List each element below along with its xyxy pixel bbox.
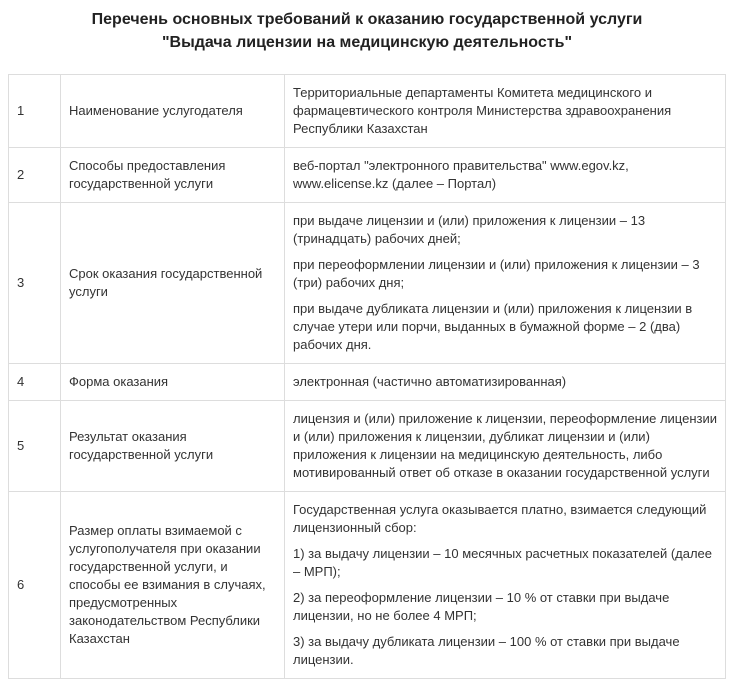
row-number: 6 — [9, 492, 61, 679]
value-paragraph: 3) за выдачу дубликата лицензии – 100 % от ставки при выдаче лицензии. — [293, 634, 680, 667]
value-paragraph: Территориальные департаменты Комитета медицинского и фармацевтического контроля Министерства здравоохранения Республики Казахстан — [293, 85, 672, 136]
row-number: 1 — [9, 75, 61, 148]
value-paragraph: электронная (частично автоматизированная) — [293, 374, 567, 389]
requirements-table — [8, 74, 726, 679]
row-value — [285, 75, 726, 148]
row-number: 5 — [9, 401, 61, 492]
row-value — [285, 364, 726, 401]
row-number: 2 — [9, 148, 61, 203]
row-value — [285, 148, 726, 203]
table-row — [9, 75, 726, 148]
value-paragraph: при переоформлении лицензии и (или) приложения к лицензии – 3 (три) рабочих дня; — [293, 257, 700, 290]
table-row — [9, 148, 726, 203]
row-label: Результат оказания государственной услуги — [61, 401, 285, 492]
value-paragraph: лицензия и (или) приложение к лицензии, переоформление лицензии и (или) приложения к лицензии, дубликат лицензии и (или) приложения к лицензии на медицинскую деятельность, либо мотивированный ответ об отказе в оказании государственной услуги — [293, 411, 717, 480]
value-paragraph: Государственная услуга оказывается платно, взимается следующий лицензионный сбор: — [293, 502, 707, 535]
table-row — [9, 492, 726, 679]
title-line-1: Перечень основных требований к оказанию государственной услуги — [91, 11, 643, 28]
row-number: 3 — [9, 203, 61, 364]
row-label: Размер оплаты взимаемой с услугополучателя при оказании государственной услуги, и способы ее взимания в случаях, предусмотренных законодательством Республики Казахстан — [61, 492, 285, 679]
table-row — [9, 401, 726, 492]
row-label: Форма оказания — [61, 364, 285, 401]
table-row — [9, 364, 726, 401]
value-paragraph: 1) за выдачу лицензии – 10 месячных расчетных показателей (далее – МРП); — [293, 546, 713, 579]
row-label: Способы предоставления государственной услуги — [61, 148, 285, 203]
row-value — [285, 492, 726, 679]
row-number: 4 — [9, 364, 61, 401]
value-paragraph: при выдаче дубликата лицензии и (или) приложения к лицензии в случае утери или порчи, выданных в бумажной форме – 2 (два) рабочих дня. — [293, 301, 693, 352]
page-title — [0, 8, 734, 54]
value-paragraph: 2) за переоформление лицензии – 10 % от ставки при выдаче лицензии, но не более 4 МРП; — [293, 590, 670, 623]
title-line-2: "Выдача лицензии на медицинскую деятельность" — [161, 34, 573, 51]
row-label: Срок оказания государственной услуги — [61, 203, 285, 364]
value-paragraph: при выдаче лицензии и (или) приложения к лицензии – 13 (тринадцать) рабочих дней; — [293, 213, 646, 246]
row-value — [285, 203, 726, 364]
value-paragraph: веб-портал "электронного правительства" www.egov.kz, www.elicense.kz (далее – Портал) — [293, 158, 629, 191]
table-row — [9, 203, 726, 364]
row-label: Наименование услугодателя — [61, 75, 285, 148]
row-value — [285, 401, 726, 492]
